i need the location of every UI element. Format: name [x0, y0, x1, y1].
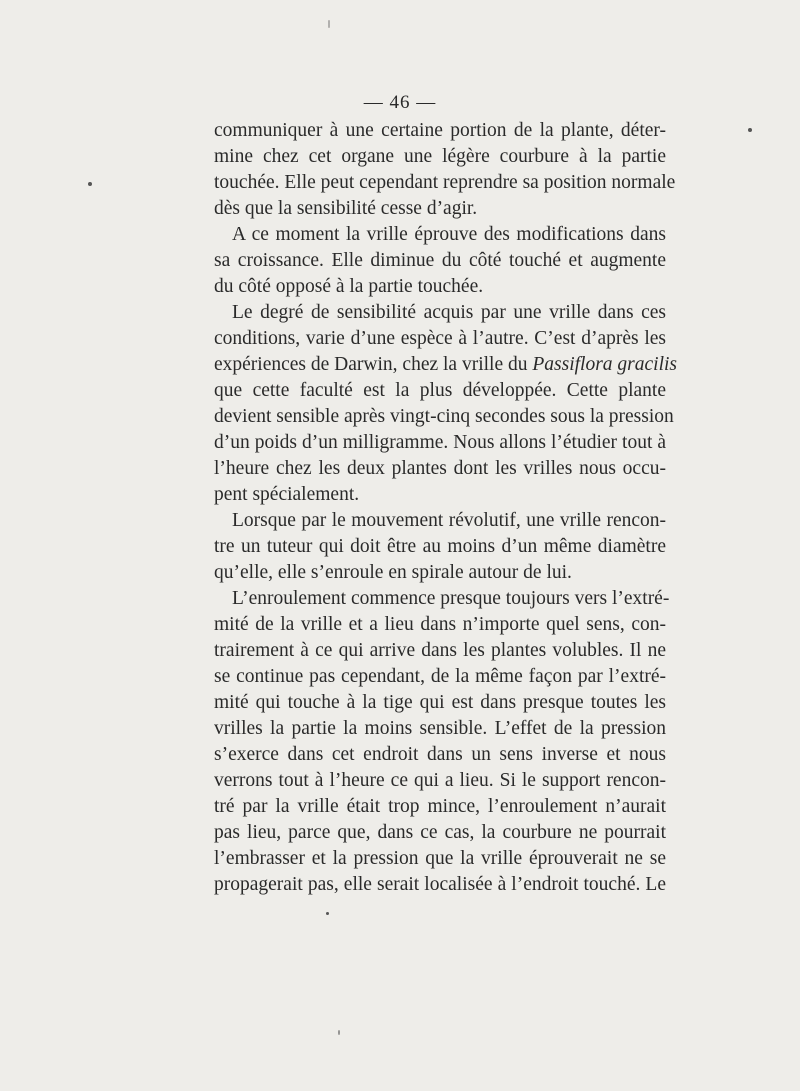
paper-speck	[88, 182, 92, 186]
text-line: devient sensible après vingt-cinq secondes sous la pression	[214, 406, 674, 427]
text-line: communiquer à une certaine portion de la plante, déter-	[214, 120, 666, 141]
text-line: tré par la vrille était trop mince, l’enroulement n’aurait	[214, 796, 666, 817]
text-line: se continue pas cependant, de la même façon par l’extré-	[214, 666, 666, 687]
text-line: que cette faculté est la plus développée. Cette plante	[214, 380, 666, 401]
text-line: A ce moment la vrille éprouve des modifications dans	[232, 224, 666, 245]
paper-speck	[326, 912, 329, 915]
text-line: mine chez cet organe une légère courbure à la partie	[214, 146, 666, 167]
text-line: conditions, varie d’une espèce à l’autre. C’est d’après les	[214, 328, 666, 349]
text-line: propagerait pas, elle serait localisée à l’endroit touché. Le	[214, 874, 666, 895]
text-line: du côté opposé à la partie touchée.	[214, 276, 484, 297]
text-line: l’embrasser et la pression que la vrille éprouverait ne se	[214, 848, 666, 869]
text-line: Le degré de sensibilité acquis par une vrille dans ces	[232, 302, 666, 323]
paper-speck	[748, 128, 752, 132]
text-line: expériences de Darwin, chez la vrille du Passiflora gracilis	[214, 354, 678, 375]
paper-speck	[338, 1030, 340, 1035]
text-line: trairement à ce qui arrive dans les plantes volubles. Il ne	[214, 640, 666, 661]
text-line: dès que la sensibilité cesse d’agir.	[214, 198, 478, 219]
text-line: Lorsque par le mouvement révolutif, une vrille rencon-	[232, 510, 666, 531]
text-line: mité qui touche à la tige qui est dans presque toutes les	[214, 692, 666, 713]
text-body	[214, 118, 678, 898]
text-line: pent spécialement.	[214, 484, 360, 505]
text-line: mité de la vrille et a lieu dans n’importe quel sens, con-	[214, 614, 666, 635]
text-line: d’un poids d’un milligramme. Nous allons l’étudier tout à	[214, 432, 666, 453]
text-line: s’exerce dans cet endroit dans un sens inverse et nous	[214, 744, 666, 765]
text-line: verrons tout à l’heure ce qui a lieu. Si le support rencon-	[214, 770, 666, 791]
page-number: — 46 —	[363, 92, 437, 113]
text-line: l’heure chez les deux plantes dont les vrilles nous occu-	[214, 458, 666, 479]
text-line: L’enroulement commence presque toujours vers l’extré-	[232, 588, 670, 609]
text-line: tre un tuteur qui doit être au moins d’un même diamètre	[214, 536, 666, 557]
text-line: qu’elle, elle s’enroule en spirale autour de lui.	[214, 562, 572, 583]
text-line: vrilles la partie la moins sensible. L’effet de la pression	[214, 718, 666, 739]
text-line: touchée. Elle peut cependant reprendre sa position normale	[214, 172, 676, 193]
text-line: pas lieu, parce que, dans ce cas, la courbure ne pourrait	[214, 822, 666, 843]
text-line: sa croissance. Elle diminue du côté touché et augmente	[214, 250, 666, 271]
paper-speck	[328, 20, 330, 28]
species-name: Passiflora gracilis	[532, 354, 678, 375]
